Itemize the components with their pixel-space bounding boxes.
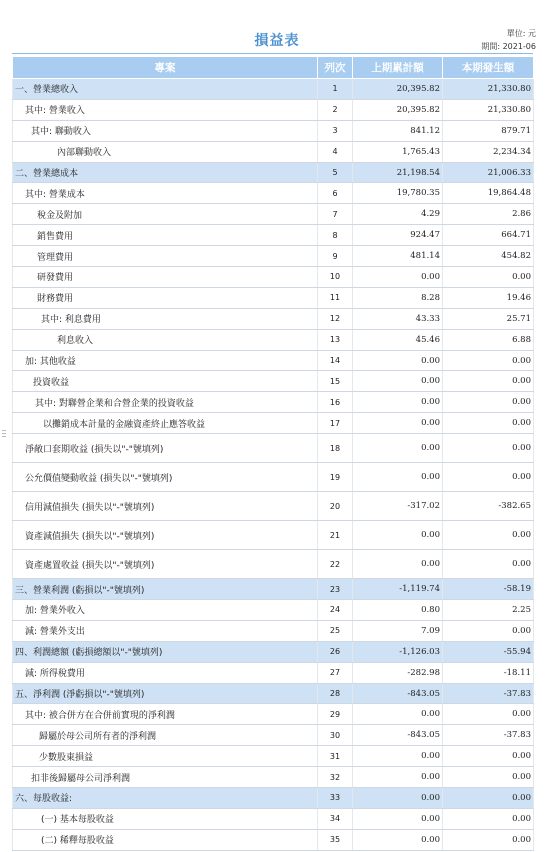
table-row: [13, 79, 534, 100]
row-label: 稅金及附加: [13, 204, 318, 225]
row-current-value: 0.00: [443, 746, 534, 767]
row-prev-value: 924.47: [353, 225, 443, 246]
row-label: 利息收入: [13, 329, 318, 350]
row-prev-value: 20,395.82: [353, 79, 443, 100]
drag-handle-icon[interactable]: [2, 430, 6, 438]
row-current-value: 19.46: [443, 287, 534, 308]
row-current-value: 0.00: [443, 767, 534, 788]
table-row: [13, 767, 534, 788]
row-label: 少數股東損益: [13, 746, 318, 767]
row-prev-value: 0.00: [353, 413, 443, 434]
row-prev-value: -1,126.03: [353, 641, 443, 662]
row-prev-value: 0.00: [353, 829, 443, 850]
header-prev-period: 上期累計額: [353, 57, 443, 79]
row-line-no: 7: [318, 204, 353, 225]
row-label: 以攤銷成本計量的金融資產終止應答收益: [13, 413, 318, 434]
row-label: 歸屬於母公司所有者的淨利潤: [13, 725, 318, 746]
table-row: [13, 308, 534, 329]
unit-label: 單位: 元: [506, 29, 536, 38]
row-line-no: 1: [318, 79, 353, 100]
row-label: 財務費用: [13, 287, 318, 308]
header-item: 專案: [13, 57, 318, 79]
table-body: [13, 79, 534, 851]
row-current-value: 2.86: [443, 204, 534, 225]
row-prev-value: 481.14: [353, 246, 443, 267]
row-current-value: 0.00: [443, 808, 534, 829]
row-line-no: 22: [318, 550, 353, 579]
row-prev-value: 0.00: [353, 746, 443, 767]
row-prev-value: 4.29: [353, 204, 443, 225]
row-label: 其中: 被合併方在合併前實現的淨利潤: [13, 704, 318, 725]
row-current-value: -58.19: [443, 579, 534, 600]
row-label: 一、營業總收入: [13, 79, 318, 100]
row-line-no: 34: [318, 808, 353, 829]
table-row: [13, 521, 534, 550]
row-current-value: 664.71: [443, 225, 534, 246]
table-row: [13, 141, 534, 162]
row-line-no: 13: [318, 329, 353, 350]
row-current-value: -382.65: [443, 492, 534, 521]
row-label: 扣非後歸屬母公司淨利潤: [13, 767, 318, 788]
row-current-value: 0.00: [443, 434, 534, 463]
header-current-period: 本期發生額: [443, 57, 534, 79]
table-row: [13, 434, 534, 463]
row-current-value: 0.00: [443, 788, 534, 809]
title-divider: [12, 53, 533, 54]
table-header-row: [13, 57, 534, 79]
table-row: [13, 287, 534, 308]
row-line-no: 25: [318, 620, 353, 641]
row-line-no: 3: [318, 120, 353, 141]
row-label: 加: 其他收益: [13, 350, 318, 371]
row-line-no: 24: [318, 600, 353, 621]
row-label: 六、每股收益:: [13, 788, 318, 809]
row-prev-value: 19,780.35: [353, 183, 443, 204]
row-current-value: 21,006.33: [443, 162, 534, 183]
row-current-value: 0.00: [443, 463, 534, 492]
row-current-value: 2.25: [443, 600, 534, 621]
row-current-value: 21,330.80: [443, 79, 534, 100]
table-row: [13, 371, 534, 392]
row-current-value: 454.82: [443, 246, 534, 267]
row-prev-value: 21,198.54: [353, 162, 443, 183]
row-prev-value: 0.80: [353, 600, 443, 621]
row-label: 三、營業利潤 (虧損以"-"號填列): [13, 579, 318, 600]
table-row: [13, 725, 534, 746]
table-row: [13, 246, 534, 267]
row-prev-value: 0.00: [353, 767, 443, 788]
row-line-no: 12: [318, 308, 353, 329]
row-prev-value: -282.98: [353, 662, 443, 683]
row-line-no: 17: [318, 413, 353, 434]
row-prev-value: 0.00: [353, 267, 443, 288]
table-row: [13, 225, 534, 246]
row-current-value: 879.71: [443, 120, 534, 141]
table-row: [13, 162, 534, 183]
row-label: 資產處置收益 (損失以"-"號填列): [13, 550, 318, 579]
row-line-no: 4: [318, 141, 353, 162]
row-label: 其中: 聯動收入: [13, 120, 318, 141]
row-prev-value: 0.00: [353, 550, 443, 579]
table-row: [13, 267, 534, 288]
row-line-no: 26: [318, 641, 353, 662]
row-line-no: 14: [318, 350, 353, 371]
table-row: [13, 413, 534, 434]
row-label: 四、利潤總額 (虧損總額以"-"號填列): [13, 641, 318, 662]
row-prev-value: 841.12: [353, 120, 443, 141]
table-row: [13, 99, 534, 120]
row-prev-value: 1,765.43: [353, 141, 443, 162]
row-label: 公允價值變動收益 (損失以"-"號填列): [13, 463, 318, 492]
row-current-value: 25.71: [443, 308, 534, 329]
row-line-no: 28: [318, 683, 353, 704]
table-row: [13, 746, 534, 767]
row-prev-value: 0.00: [353, 392, 443, 413]
row-prev-value: 0.00: [353, 808, 443, 829]
row-label: 內部聯動收入: [13, 141, 318, 162]
row-label: 其中: 利息費用: [13, 308, 318, 329]
row-prev-value: 0.00: [353, 371, 443, 392]
row-prev-value: 0.00: [353, 788, 443, 809]
table-row: [13, 829, 534, 850]
row-current-value: 0.00: [443, 267, 534, 288]
row-current-value: 2,234.34: [443, 141, 534, 162]
row-current-value: 0.00: [443, 521, 534, 550]
row-label: 五、淨利潤 (淨虧損以"-"號填列): [13, 683, 318, 704]
table-row: [13, 704, 534, 725]
row-current-value: 21,330.80: [443, 99, 534, 120]
period-label: 期間: 2021-06: [481, 42, 536, 51]
row-line-no: 8: [318, 225, 353, 246]
row-line-no: 6: [318, 183, 353, 204]
row-current-value: 6.88: [443, 329, 534, 350]
table-row: [13, 492, 534, 521]
row-prev-value: 0.00: [353, 350, 443, 371]
row-current-value: 0.00: [443, 350, 534, 371]
table-row: [13, 120, 534, 141]
table-row: [13, 463, 534, 492]
row-label: (一) 基本每股收益: [13, 808, 318, 829]
row-current-value: 0.00: [443, 829, 534, 850]
row-line-no: 2: [318, 99, 353, 120]
row-label: 銷售費用: [13, 225, 318, 246]
row-current-value: 19,864.48: [443, 183, 534, 204]
row-prev-value: -843.05: [353, 725, 443, 746]
table-row: [13, 329, 534, 350]
row-prev-value: 0.00: [353, 521, 443, 550]
row-prev-value: 7.09: [353, 620, 443, 641]
row-prev-value: 0.00: [353, 463, 443, 492]
row-label: 投資收益: [13, 371, 318, 392]
row-current-value: 0.00: [443, 550, 534, 579]
row-line-no: 33: [318, 788, 353, 809]
row-line-no: 10: [318, 267, 353, 288]
table-row: [13, 392, 534, 413]
row-label: 其中: 營業成本: [13, 183, 318, 204]
table-row: [13, 550, 534, 579]
table-row: [13, 641, 534, 662]
table-row: [13, 579, 534, 600]
row-current-value: 0.00: [443, 413, 534, 434]
row-prev-value: -1,119.74: [353, 579, 443, 600]
row-line-no: 31: [318, 746, 353, 767]
row-prev-value: 8.28: [353, 287, 443, 308]
row-label: 其中: 營業收入: [13, 99, 318, 120]
table-row: [13, 662, 534, 683]
row-label: 研發費用: [13, 267, 318, 288]
row-current-value: 0.00: [443, 371, 534, 392]
row-current-value: 0.00: [443, 620, 534, 641]
row-line-no: 27: [318, 662, 353, 683]
row-line-no: 15: [318, 371, 353, 392]
table-row: [13, 683, 534, 704]
row-line-no: 29: [318, 704, 353, 725]
row-prev-value: 43.33: [353, 308, 443, 329]
table-row: [13, 600, 534, 621]
row-current-value: 0.00: [443, 392, 534, 413]
row-label: 加: 營業外收入: [13, 600, 318, 621]
header-line-no: 列次: [318, 57, 353, 79]
row-label: 管理費用: [13, 246, 318, 267]
row-label: 其中: 對聯營企業和合營企業的投資收益: [13, 392, 318, 413]
row-line-no: 9: [318, 246, 353, 267]
table-row: [13, 183, 534, 204]
row-line-no: 16: [318, 392, 353, 413]
row-label: 淨敞口套期收益 (損失以"-"號填列): [13, 434, 318, 463]
row-line-no: 23: [318, 579, 353, 600]
row-label: 減: 所得稅費用: [13, 662, 318, 683]
row-prev-value: 20,395.82: [353, 99, 443, 120]
row-line-no: 20: [318, 492, 353, 521]
row-prev-value: 45.46: [353, 329, 443, 350]
row-current-value: -55.94: [443, 641, 534, 662]
row-prev-value: 0.00: [353, 434, 443, 463]
report-meta: [481, 27, 536, 53]
table-row: [13, 620, 534, 641]
row-line-no: 35: [318, 829, 353, 850]
table-row: [13, 808, 534, 829]
row-prev-value: -317.02: [353, 492, 443, 521]
row-label: 信用減值損失 (損失以"-"號填列): [13, 492, 318, 521]
row-prev-value: -843.05: [353, 683, 443, 704]
row-current-value: 0.00: [443, 704, 534, 725]
table-row: [13, 204, 534, 225]
row-label: 二、營業總成本: [13, 162, 318, 183]
income-statement-table: [12, 56, 534, 851]
row-line-no: 5: [318, 162, 353, 183]
table-row: [13, 788, 534, 809]
table-row: [13, 350, 534, 371]
row-current-value: -37.83: [443, 683, 534, 704]
row-label: 減: 營業外支出: [13, 620, 318, 641]
row-line-no: 18: [318, 434, 353, 463]
row-current-value: -18.11: [443, 662, 534, 683]
row-current-value: -37.83: [443, 725, 534, 746]
row-line-no: 21: [318, 521, 353, 550]
row-line-no: 19: [318, 463, 353, 492]
row-label: 資產減值損失 (損失以"-"號填列): [13, 521, 318, 550]
row-line-no: 32: [318, 767, 353, 788]
row-line-no: 11: [318, 287, 353, 308]
row-prev-value: 0.00: [353, 704, 443, 725]
report-title: 損益表: [254, 33, 300, 49]
row-line-no: 30: [318, 725, 353, 746]
row-label: (二) 稀釋每股收益: [13, 829, 318, 850]
